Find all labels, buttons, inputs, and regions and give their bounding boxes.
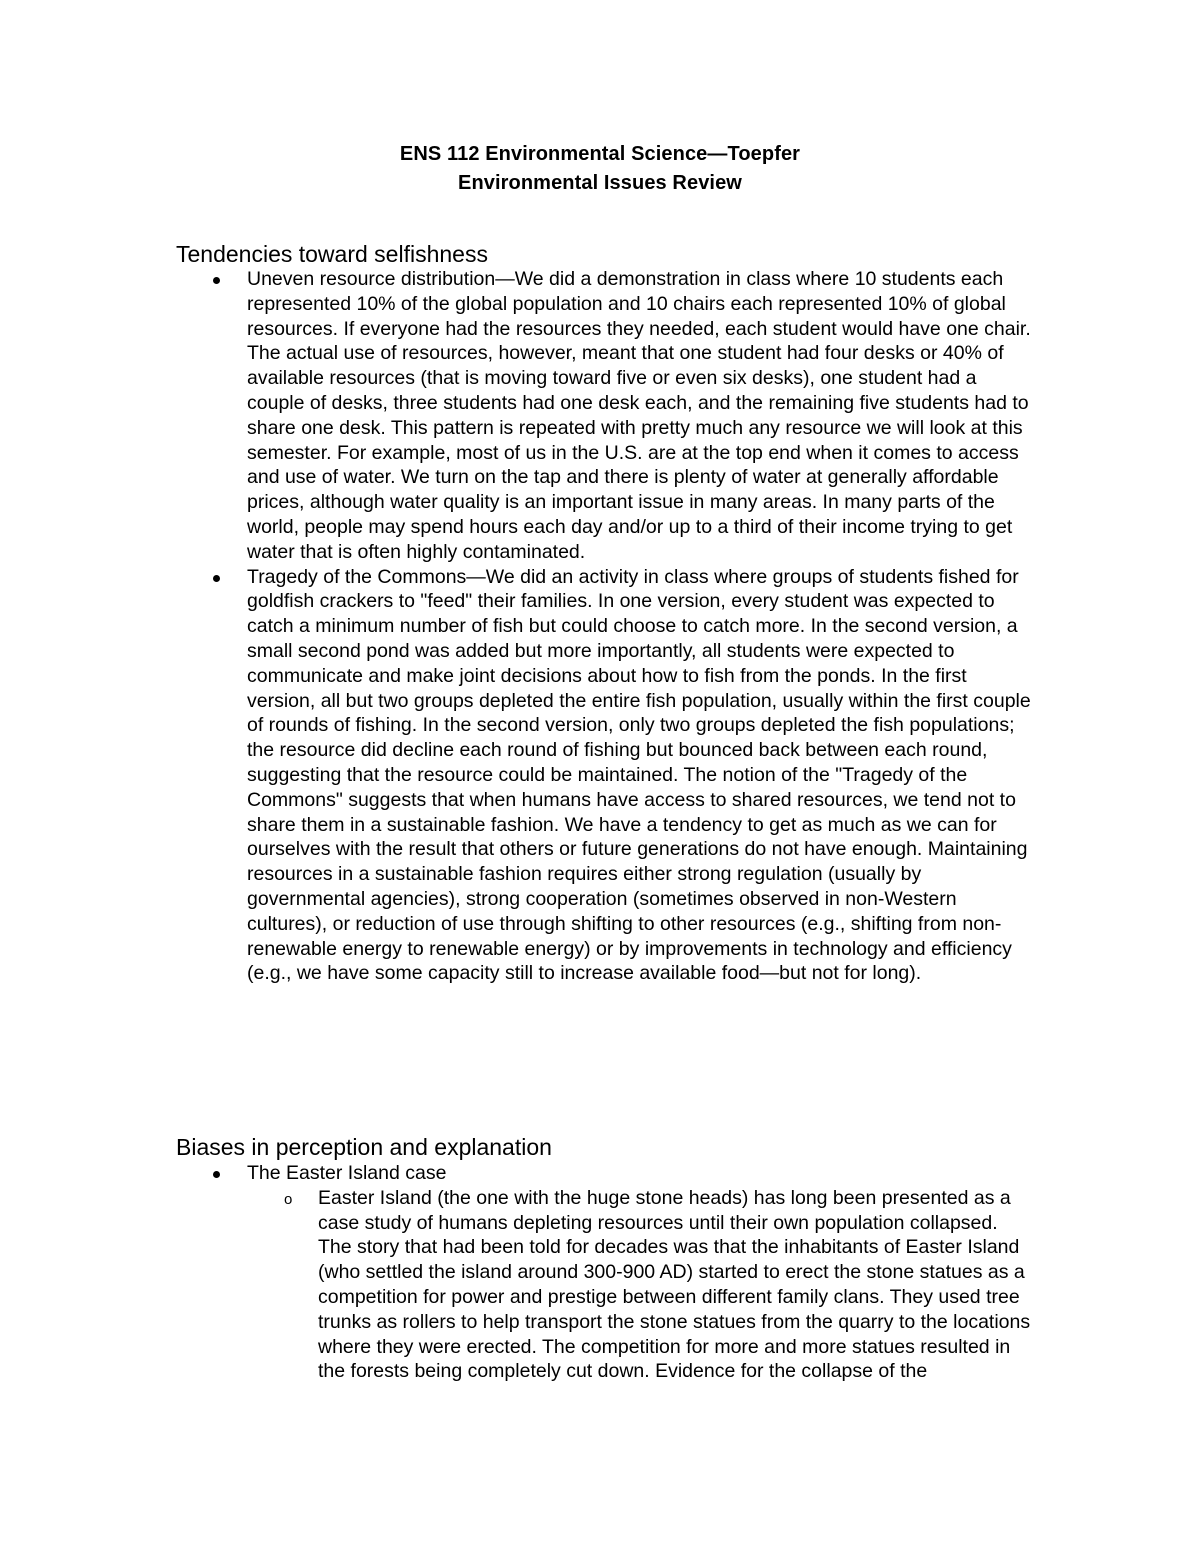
sub-bullet-text-easter-island-story: Easter Island (the one with the huge stone heads) has long been presented as a case study of humans depleting resources until their own population collapsed. The story that had been told for decades was that the inhabitants of Easter Island (who settled the island around 300-900 AD) started to erect the stone statues as a competition for power and prestige between different family clans. They used tree trunks as rollers to help transport the stone statues from the quarry to the locations where they were erected. The competition for more and more statues resulted in the forests being completely cut down. Evidence for the collapse of the [318,1186,1031,1383]
list-item [176,565,1036,987]
hollow-bullet-icon: o [284,1190,293,1208]
easter-island-sub-list [176,1186,1036,1384]
bullet-text-uneven-resource: Uneven resource distribution—We did a demonstration in class where 10 students each represented 10% of the global population and 10 chairs each represented 10% of global resources. If everyone had the resources they needed, each student would have one chair. The actual use of resources, however, meant that one student had four desks or 40% of available resources (that is moving toward five or even six desks), one student had a couple of desks, three students had one desk each, and the remaining five students had to share one desk. This pattern is repeated with pretty much any resource we will look at this semester. For example, most of us in the U.S. are at the top end when it comes to access and use of water. We turn on the tap and there is plenty of water at generally affordable prices, although water quality is an important issue in many areas. In many parts of the world, people may spend hours each day and/or up to a third of their income trying to get water that is often highly contaminated. [247,268,1031,563]
section-heading-biases: Biases in perception and explanation [176,1134,552,1160]
biases-bullet-list [176,1161,1036,1384]
list-item [176,1161,1036,1384]
bullet-text-tragedy-commons: Tragedy of the Commons—We did an activity in class where groups of students fished for goldfish crackers to "feed" their families. In one version, every student was expected to catch a minimum number of fish but could choose to catch more. In the second version, a small second pond was added but more importantly, all students were expected to communicate and make joint decisions about how to fish from the ponds. In the first version, all but two groups depleted the entire fish population, usually within the first couple of rounds of fishing. In the second version, only two groups depleted the fish populations; the resource did decline each round of fishing but bounced back between each round, suggesting that the resource could be maintained. The notion of the "Tragedy of the Commons" suggests that when humans have access to shared resources, we tend not to share them in a sustainable fashion. We have a tendency to get as much as we can for ourselves with the result that others or future generations do not have enough. Maintaining resources in a sustainable fashion requires either strong regulation (usually by governmental agencies), strong cooperation (sometimes observed in non-Western cultures), or reduction of use through shifting to other resources (e.g., shifting from non-renewable energy to renewable energy) or by improvements in technology and efficiency (e.g., we have some capacity still to increase available food—but not for long). [247,565,1031,985]
selfishness-bullet-list [176,267,1036,986]
list-item [176,267,1036,565]
bullet-icon [213,277,220,284]
list-item [176,1186,1036,1384]
section-heading-selfishness: Tendencies toward selfishness [176,241,488,267]
bullet-icon [213,1171,220,1178]
document-header [0,140,1200,198]
document-subtitle: Environmental Issues Review [458,172,742,194]
bullet-text-easter-island: The Easter Island case [247,1162,447,1184]
document-title: ENS 112 Environmental Science—Toepfer [399,143,801,165]
bullet-icon [213,575,220,582]
